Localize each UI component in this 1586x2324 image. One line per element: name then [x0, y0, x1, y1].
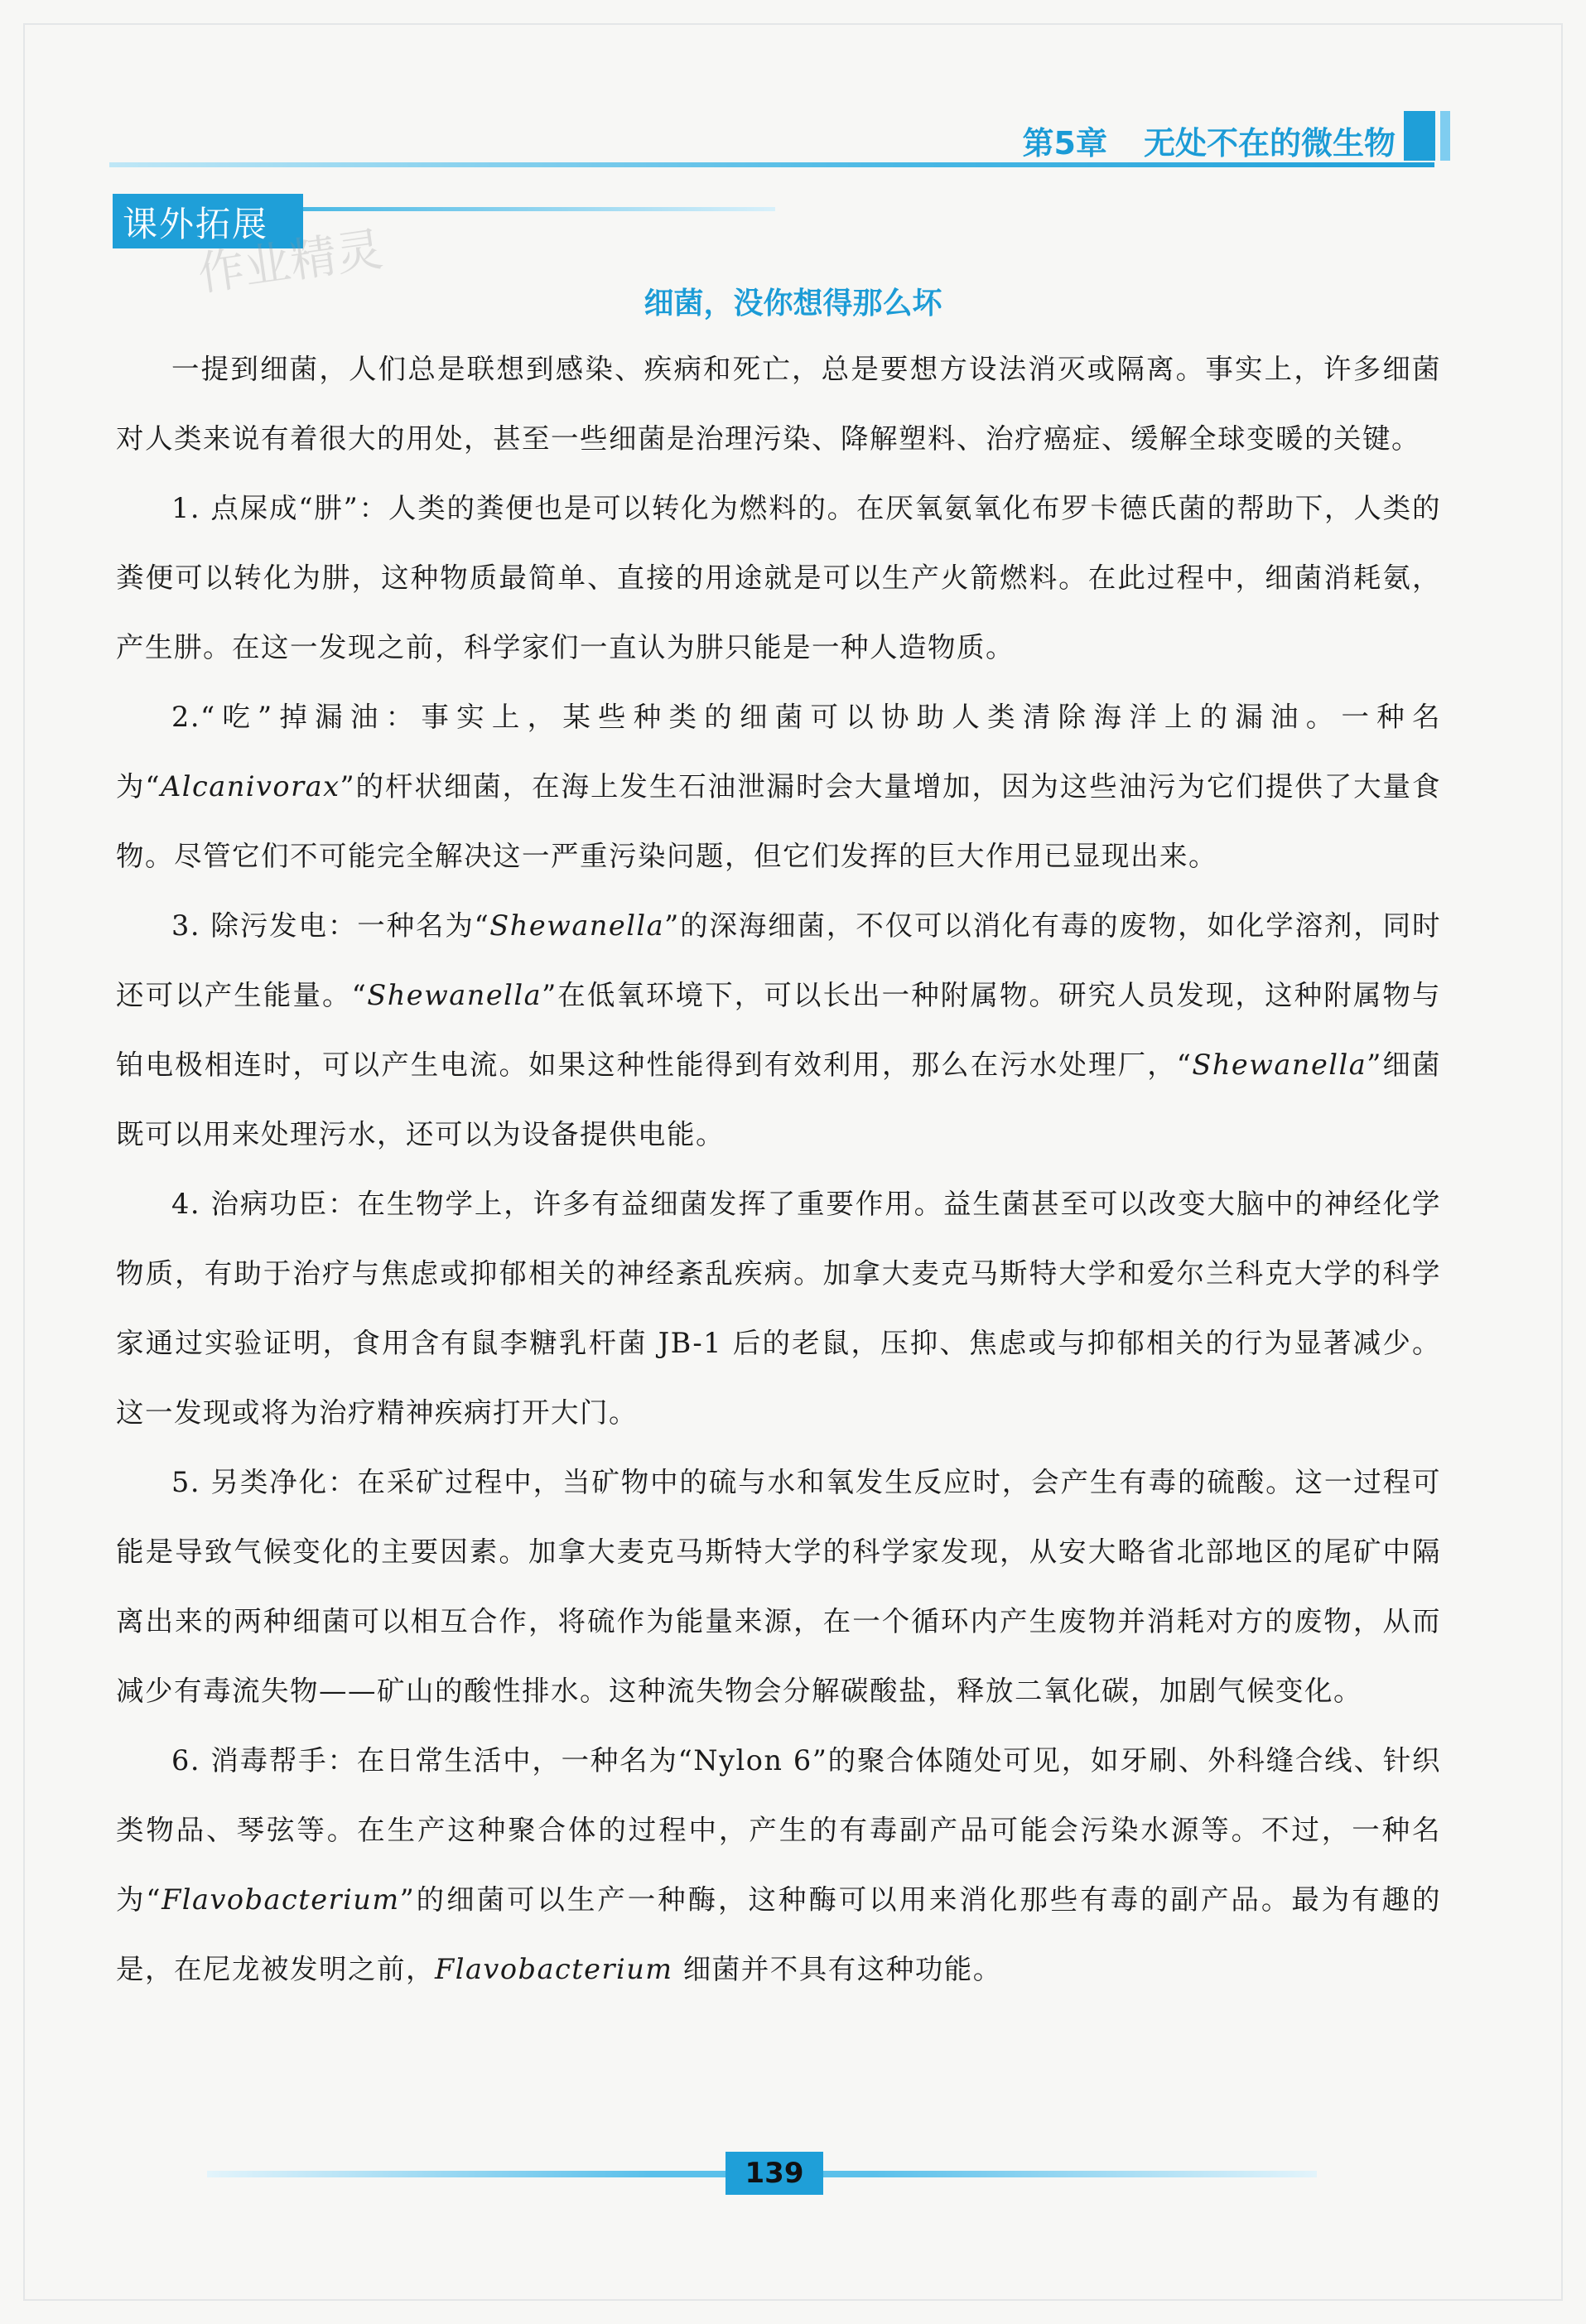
species-alcanivorax: Alcanivorax: [161, 770, 340, 803]
paragraph-3-text: ”的深海细菌，不仅可以消化有毒的废物，如化学溶剂，同时还可以产生能量。“: [116, 909, 1441, 1011]
watermark: 作业精灵: [195, 222, 387, 302]
paragraph-2-text: ”的杆状细菌，在海上发生石油泄漏时会大量增加，因为这些油污为它们提供了大量食物。尽管它们不可能完全解决这一严重污染问题，但它们发挥的巨大作用已显现出来。: [116, 770, 1441, 872]
chapter-title: 无处不在的微生物: [1143, 125, 1396, 162]
article-body: [116, 335, 1441, 2004]
article-title: 细菌，没你想得那么坏: [644, 287, 942, 321]
paragraph-2-text: 2.“吃”掉漏油：事实上，某些种类的细菌可以协助人类清除海洋上的漏油。一种名为“: [116, 701, 1441, 803]
chapter-number: 第5章: [1022, 125, 1107, 162]
section-rule: [303, 207, 775, 211]
paragraph-6-text: 6. 消毒帮手：在日常生活中，一种名为“Nylon 6”的聚合体随处可见，如牙刷、外科缝合线、针织类物品、琴弦等。在生产这种聚合体的过程中，产生的有毒副产品可能会污染水源等。不过，一种名为“: [116, 1744, 1441, 1916]
page-number: 139: [726, 2152, 823, 2195]
paragraph-3-text: ”在低氧环境下，可以长出一种附属物。研究人员发现，这种附属物与铂电极相连时，可以产生电流。如果这种性能得到有效利用，那么在污水处理厂，“: [116, 979, 1441, 1081]
header-accent-block: [1404, 111, 1435, 161]
paragraph-6: [116, 1726, 1441, 2004]
paragraph-3-text: ”细菌既可以用来处理污水，还可以为设备提供电能。: [116, 1049, 1441, 1150]
header-accent-strip: [1440, 111, 1450, 161]
chapter-header: [1023, 118, 1396, 163]
paragraph-6-text: ”的细菌可以生产一种酶，这种酶可以用来消化那些有毒的副产品。最为有趣的是，在尼龙被发明之前，: [116, 1883, 1441, 1985]
species-shewanella: Shewanella: [489, 909, 665, 942]
paragraph-3: [116, 891, 1441, 1169]
species-shewanella: Shewanella: [1192, 1049, 1367, 1081]
species-shewanella: Shewanella: [367, 979, 542, 1011]
paragraph-6-text: 细菌并不具有这种功能。: [672, 1953, 1002, 1985]
section-label: 课外拓展: [123, 204, 269, 244]
species-flavobacterium: Flavobacterium: [161, 1883, 400, 1916]
paragraph-1: 1. 点屎成“肼”：人类的粪便也是可以转化为燃料的。在厌氧氨氧化布罗卡德氏菌的帮助下，人类的粪便可以转化为肼，这种物质最简单、直接的用途就是可以生产火箭燃料。在此过程中，细菌消耗氨，产生肼。在这一发现之前，科学家们一直认为肼只能是一种人造物质。: [116, 492, 1441, 663]
paragraph-intro: 一提到细菌，人们总是联想到感染、疾病和死亡，总是要想方设法消灭或隔离。事实上，许多细菌对人类来说有着很大的用处，甚至一些细菌是治理污染、降解塑料、治疗癌症、缓解全球变暖的关键。: [116, 353, 1441, 455]
paragraph-3-text: 3. 除污发电：一种名为“: [171, 909, 490, 942]
species-flavobacterium: Flavobacterium: [435, 1953, 673, 1985]
paragraph-5: 5. 另类净化：在采矿过程中，当矿物中的硫与水和氧发生反应时，会产生有毒的硫酸。这一过程可能是导致气候变化的主要因素。加拿大麦克马斯特大学的科学家发现，从安大略省北部地区的尾矿中隔离出来的两种细菌可以相互合作，将硫作为能量来源，在一个循环内产生废物并消耗对方的废物，从而减少有毒流失物——矿山的酸性排水。这种流失物会分解碳酸盐，释放二氧化碳，加剧气候变化。: [116, 1466, 1441, 1707]
paragraph-2: [116, 682, 1441, 891]
paragraph-4: 4. 治病功臣：在生物学上，许多有益细菌发挥了重要作用。益生菌甚至可以改变大脑中的神经化学物质，有助于治疗与焦虑或抑郁相关的神经紊乱疾病。加拿大麦克马斯特大学和爱尔兰科克大学的科学家通过实验证明，食用含有鼠李糖乳杆菌 JB-1 后的老鼠，压抑、焦虑或与抑郁相关的行为显著减少。这一发现或将为治疗精神疾病打开大门。: [116, 1188, 1441, 1429]
